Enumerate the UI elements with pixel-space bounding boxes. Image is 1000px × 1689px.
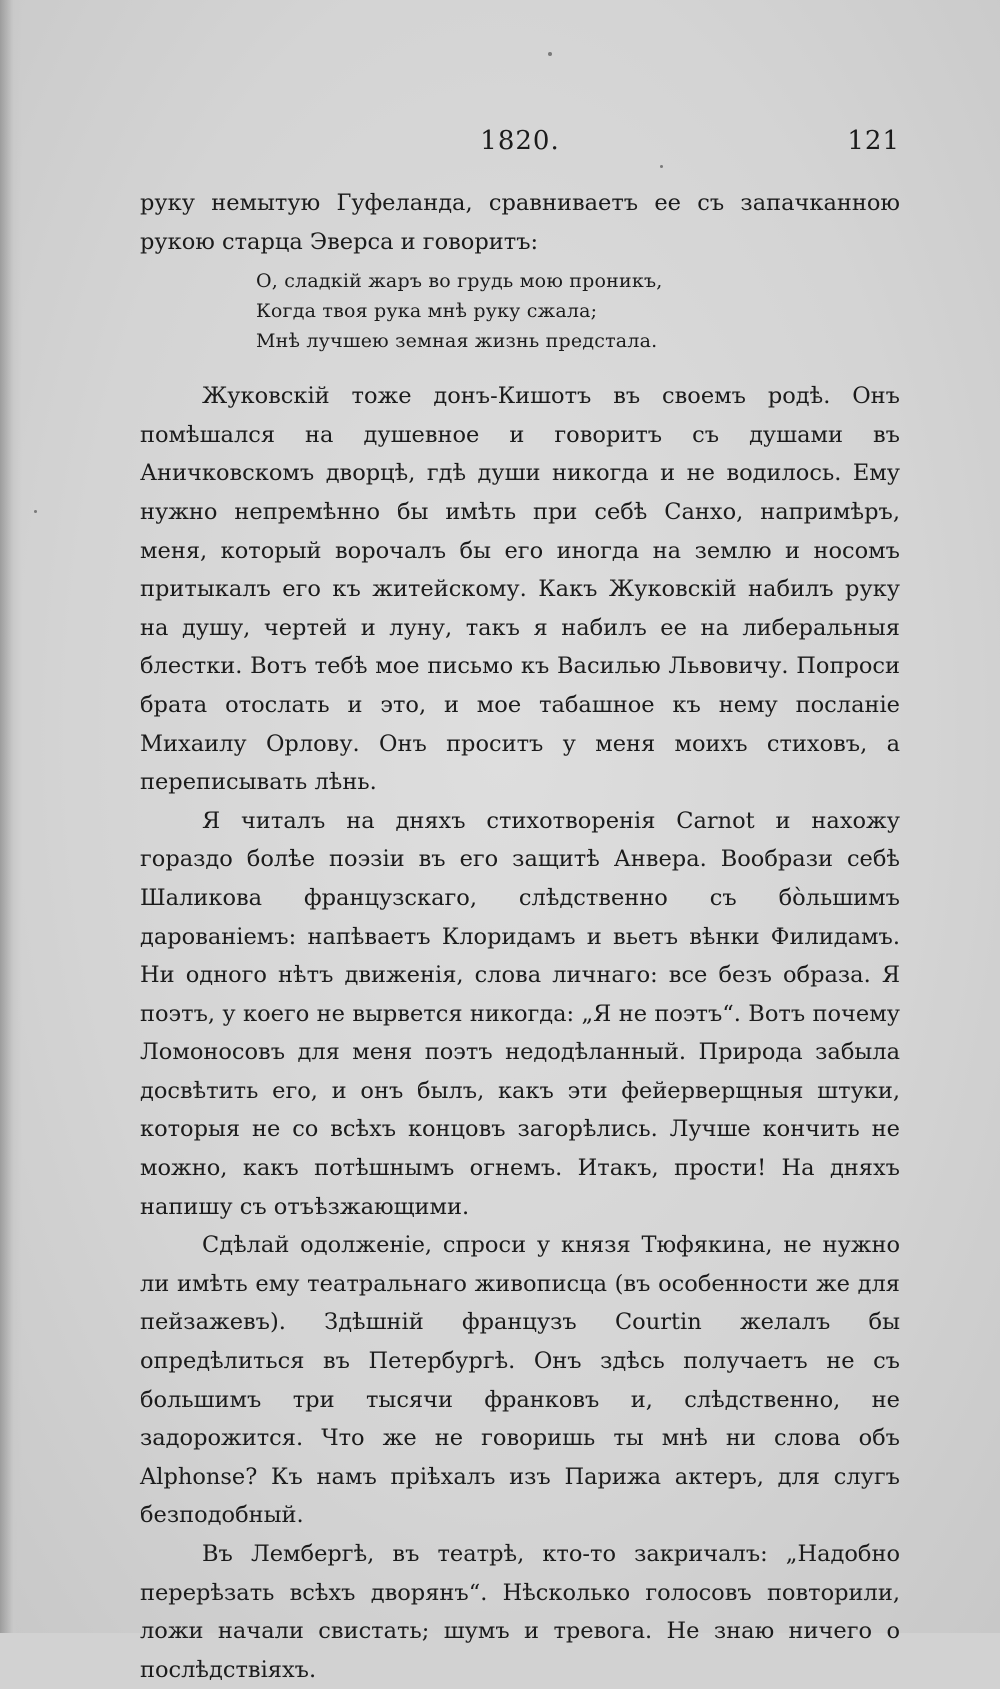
page-number: 121 xyxy=(847,126,900,156)
paragraph-4: Сдѣлай одолженіе, спроси у князя Тюфякина, не нужно ли имѣть ему театральнаго живописца (въ особенности же для пейзажевъ). Здѣшній французъ Courtin желалъ бы опредѣлиться въ Петербургѣ. Онъ здѣсь получаетъ не съ большимъ три тысячи франковъ и, слѣдственно, не задорожится. Что же не говоришь ты мнѣ ни слова объ Alphonse? Къ намъ пріѣхалъ изъ Парижа актеръ, для слугъ безподобный. xyxy=(140,1232,900,1529)
poem-line-2: Когда твоя рука мнѣ руку сжала; xyxy=(256,300,598,323)
paragraph-5: Въ Лембергѣ, въ театрѣ, кто-то закричалъ: „Надобно перерѣзать всѣхъ дворянъ“. Нѣсколько голосовъ повторили, ложи начали свистать; шумъ и тревога. Не знаю ничего о послѣдствіяхъ. xyxy=(140,1541,900,1683)
paragraph-1: руку немытую Гуфеланда, сравниваетъ ее съ запачканною рукою старца Эверса и говоритъ: xyxy=(140,190,900,255)
paper-speck xyxy=(34,510,37,513)
paragraph-3: Я читалъ на дняхъ стихотворенія Carnot и нахожу гораздо болѣе поэзіи въ его защитѣ Анвера. Вообрази себѣ Шаликова французскаго, слѣдственно съ бо̀льшимъ дарованіемъ: напѣваетъ Клоридамъ и вьетъ вѣнки Филидамъ. Ни одного нѣтъ движенія, слова личнаго: все безъ образа. Я поэтъ, у коего не вырвется никогда: „Я не поэтъ“. Вотъ почему Ломоносовъ для меня поэтъ недодѣланный. Природа забыла досвѣтить его, и онъ былъ, какъ эти фейерверщныя штуки, которыя не со всѣхъ концовъ загорѣлись. Лучше кончить не можно, какъ потѣшнымъ огнемъ. Итакъ, прости! На дняхъ напишу съ отъѣзжающими. xyxy=(140,807,900,1220)
page-edge-shadow xyxy=(0,0,22,1633)
poem-quote xyxy=(256,266,900,356)
poem-line-1: О, сладкій жаръ во грудь мою проникъ, xyxy=(256,270,663,293)
running-header xyxy=(140,126,900,166)
poem-line-3: Мнѣ лучшею земная жизнь предстала. xyxy=(256,330,658,353)
paragraph-2: Жуковскій тоже донъ-Кишотъ въ своемъ родѣ. Онъ помѣшался на душевное и говоритъ съ душами въ Аничковскомъ дворцѣ, гдѣ души никогда и не водилось. Ему нужно непремѣнно бы имѣть при себѣ Санхо, напримѣръ, меня, который ворочалъ бы его иногда на землю и носомъ притыкалъ его къ житейскому. Какъ Жуковскій набилъ руку на душу, чертей и луну, такъ я набилъ ее на либеральныя блестки. Вотъ тебѣ мое письмо къ Василью Львовичу. Попроси брата отослать и это, и мое табашное къ нему посланіе Михаилу Орлову. Онъ проситъ у меня моихъ стиховъ, а переписывать лѣнь. xyxy=(140,383,900,796)
paper-speck xyxy=(660,165,663,168)
running-header-year: 1820. xyxy=(480,126,560,156)
page-body xyxy=(140,184,900,1689)
paper-speck xyxy=(548,52,552,56)
